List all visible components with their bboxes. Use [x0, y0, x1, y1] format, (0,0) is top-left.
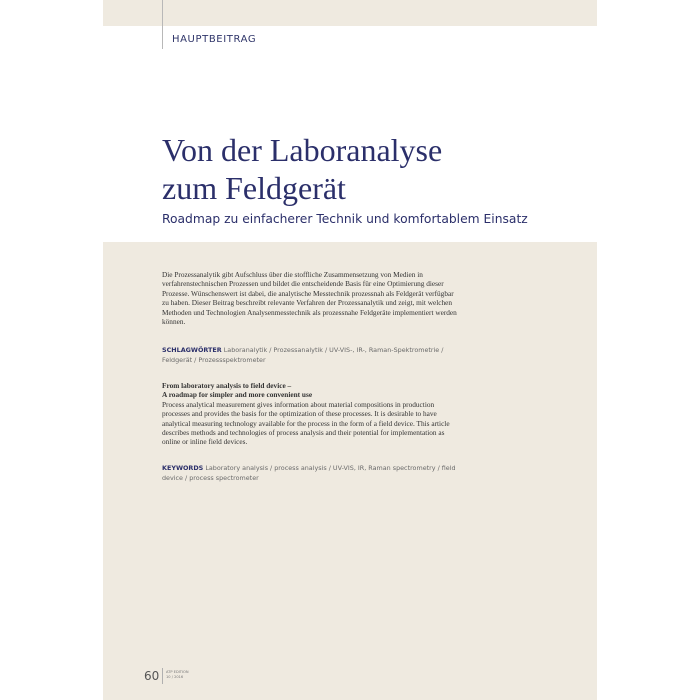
german-keywords-label: SCHLAGWÖRTER: [162, 346, 222, 354]
header-rule: [162, 0, 163, 49]
top-band: [103, 0, 597, 26]
publication-name: ATP EDITION: [166, 670, 189, 674]
english-title-line-2: A roadmap for simpler and more convenient use: [162, 390, 313, 400]
page: [103, 0, 597, 700]
article-title: [162, 131, 582, 207]
english-keywords-label: KEYWORDS: [162, 464, 204, 472]
german-keywords-text: Laboranalytik / Prozessanalytik / UV-VIS-, IR-, Raman-Spektrometrie / Feldgerät / Prozessspektrometer: [162, 346, 444, 364]
abstract-english-text: Process analytical measurement gives information about material compositions in production processes and provides the basis for the optimization of these processes. It is desirable to have analytical measuring technology available for the process in the form of a field device. This article describes methods and technologies of process analysis and their potential for implementation as online or inline field devices.: [162, 399, 450, 447]
footer-rule: [162, 668, 163, 684]
title-line-1: Von der Laboranalyse: [162, 132, 443, 168]
english-title-line-1: From laboratory analysis to field device –: [162, 381, 292, 390]
german-keywords: [162, 345, 462, 365]
article-subtitle: Roadmap zu einfacherer Technik und komfortablem Einsatz: [162, 212, 528, 226]
abstract-german: [162, 270, 462, 326]
footer-publication: [166, 670, 189, 679]
english-keywords: [162, 463, 462, 483]
abstract-german-text: Die Prozessanalytik gibt Aufschluss über die stoffliche Zusammensetzung von Medien in verfahrenstechnischen Prozessen und bildet die entscheidende Basis für eine Optimierung dieser Prozesse. Wünschenswert ist dabei, die analytische Messtechnik prozessnah als Feldgerät verfügbar zu haben. Dieser Beitrag beschreibt relevante Verfahren der Prozessanalytik und zeigt, mit welchen Methoden und Technologien Analysenmesstechnik als prozessnahe Feldgeräte implementiert werden können.: [162, 270, 457, 327]
abstract-english: [162, 381, 462, 447]
english-keywords-text: Laboratory analysis / process analysis / UV-VIS, IR, Raman spectrometry / field device / process spectrometer: [162, 464, 456, 482]
page-number: 60: [144, 669, 160, 683]
section-label: HAUPTBEITRAG: [172, 34, 257, 45]
title-line-2: zum Feldgerät: [162, 170, 346, 206]
publication-issue: 10 / 2016: [166, 674, 184, 679]
